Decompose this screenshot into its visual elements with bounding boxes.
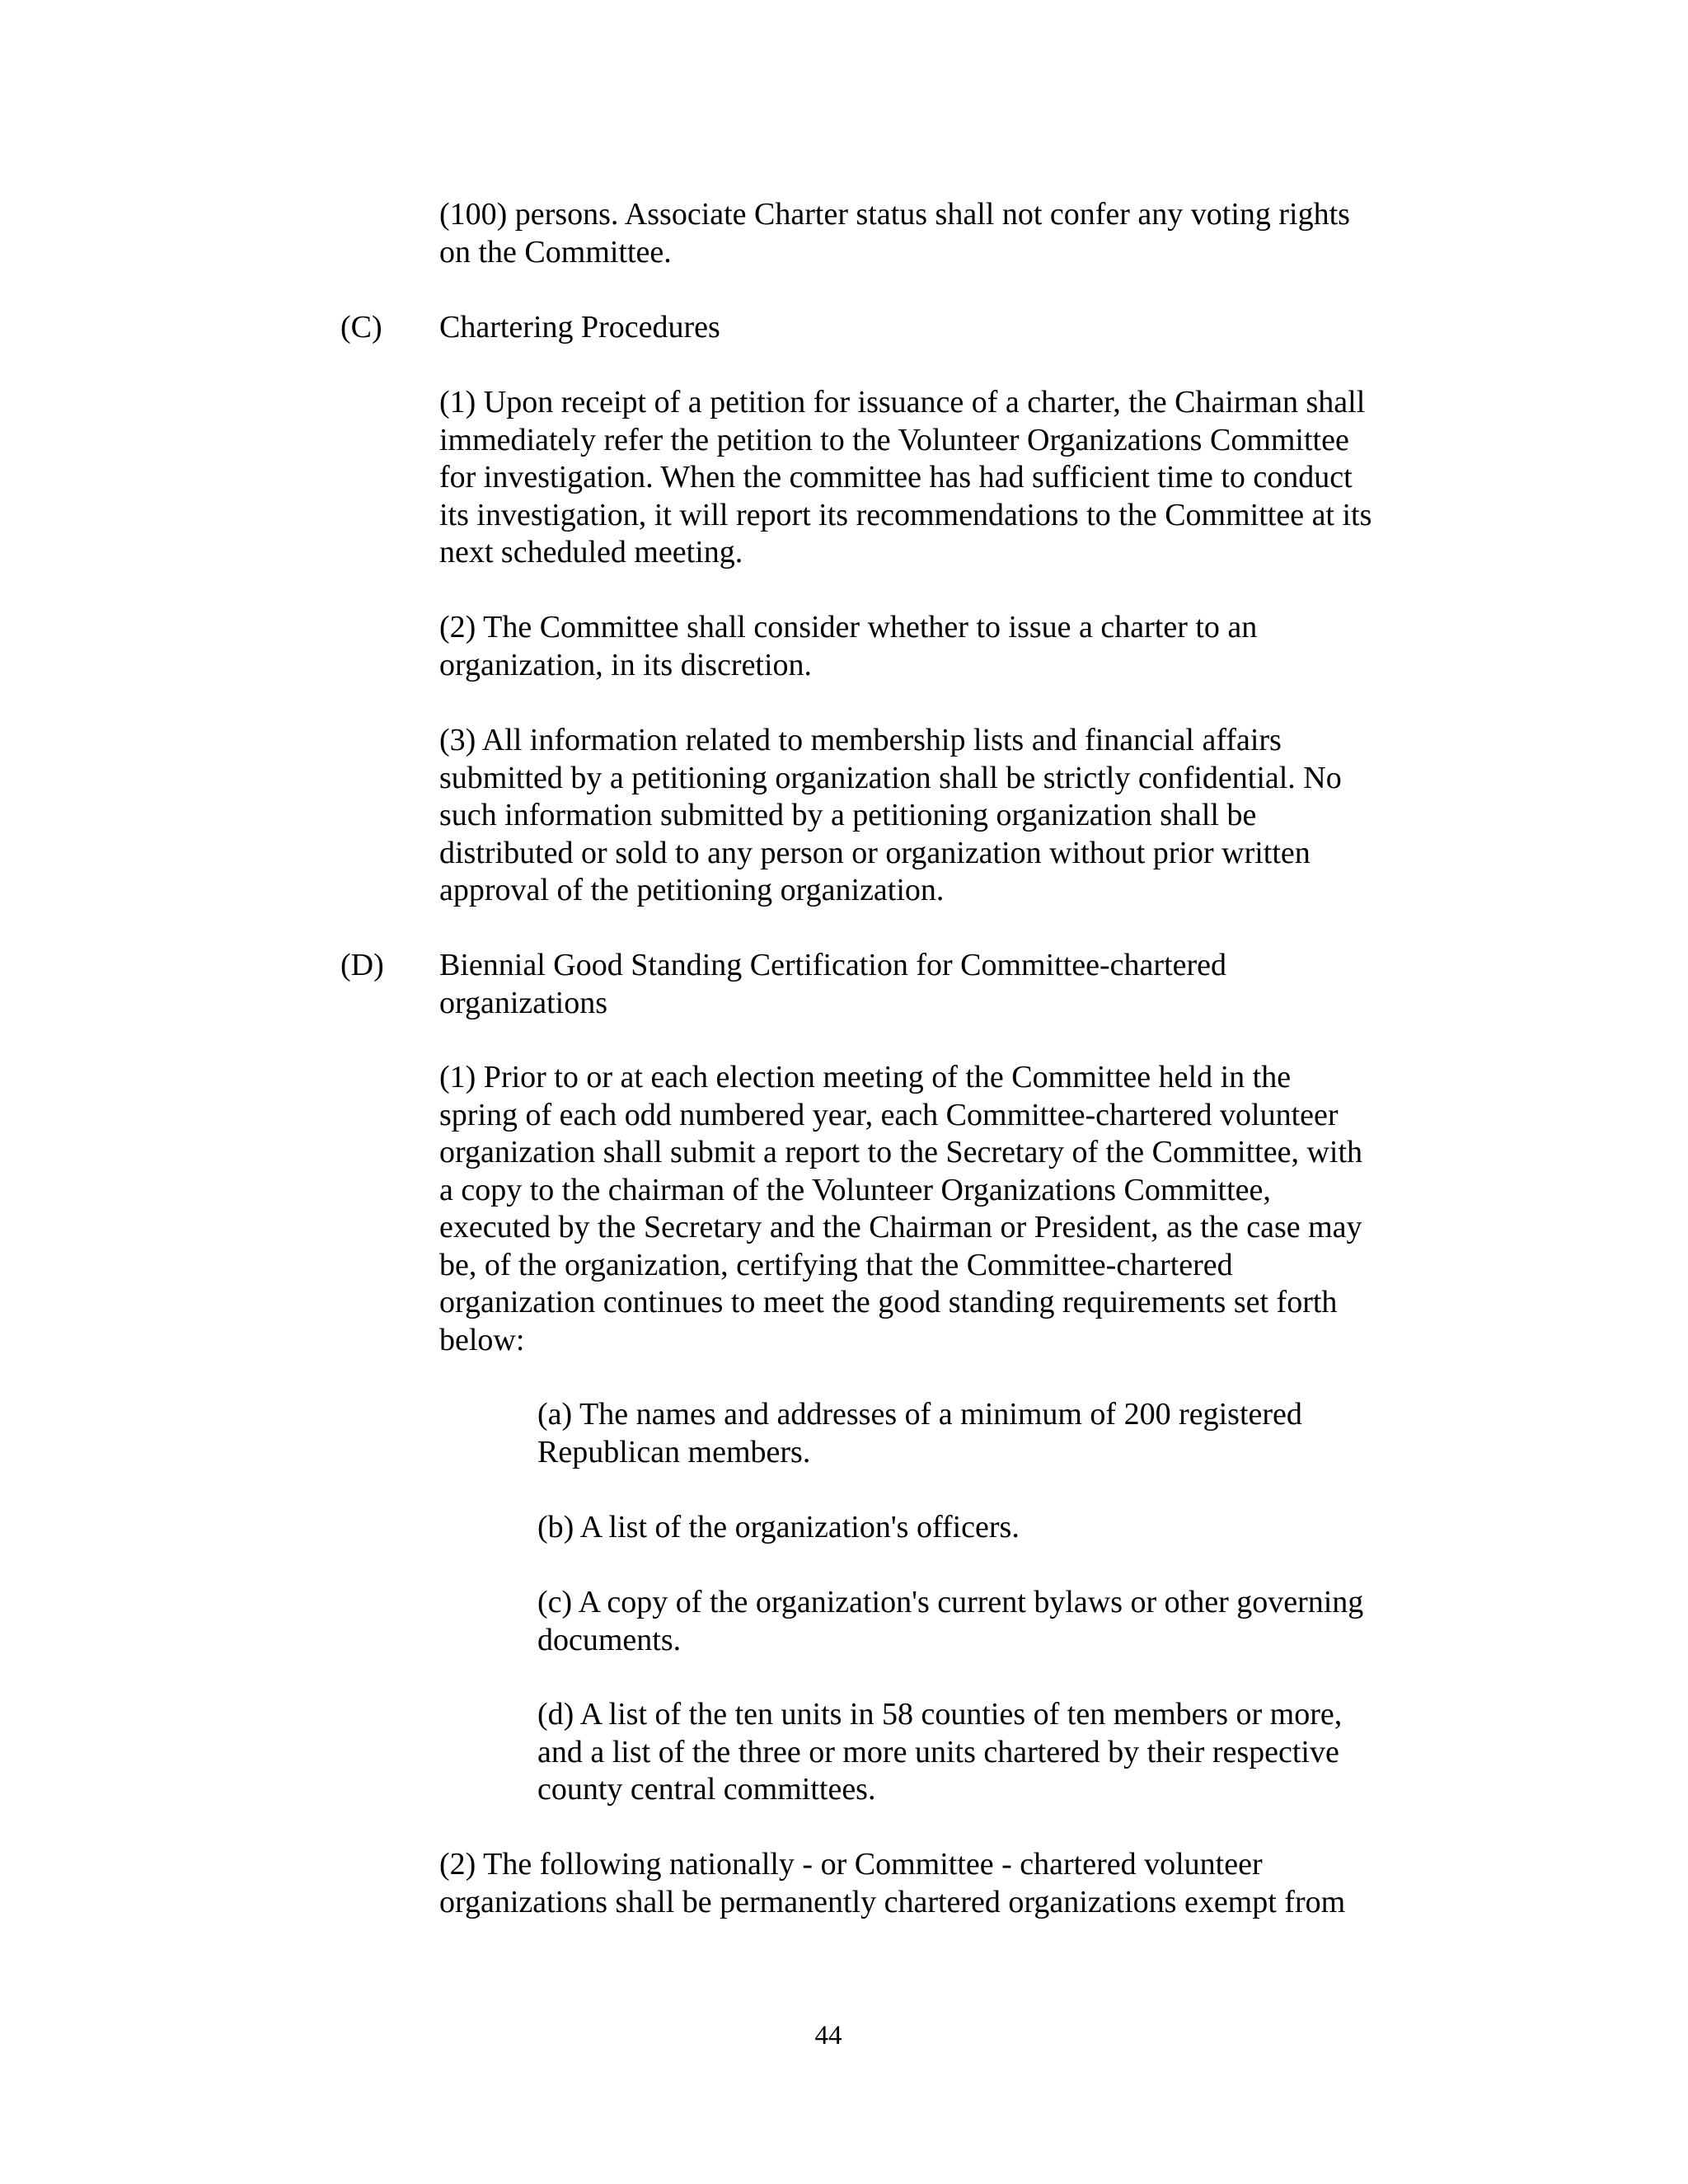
section-d-sub-item-a: (a) The names and addresses of a minimum of 200 registered Republican members.: [537, 1397, 1302, 1469]
section-d-title: Biennial Good Standing Certification for Committee-chartered organizations: [439, 948, 1227, 1020]
section-c-item-1: (1) Upon receipt of a petition for issuance of a charter, the Chairman shall immediately refer the petition to the Volunteer Organizations Committee for investigation. When the committee has had sufficient time to conduct its investigation, it will report its recommendations to the Committee at its next scheduled meeting.: [439, 385, 1372, 569]
section-c-item-3: (3) All information related to membership lists and financial affairs submitted by a petitioning organization shall be strictly confidential. No such information submitted by a petitioning organization shall be distributed or sold to any person or organization without prior written approval of the petitioning organization.: [439, 723, 1342, 907]
section-c-label: (C): [340, 310, 382, 344]
intro-paragraph: (100) persons. Associate Charter status shall not confer any voting rights on the Committee.: [439, 197, 1350, 269]
section-d-sub-item-b: (b) A list of the organization's officers.: [537, 1510, 1020, 1544]
section-c-title: Chartering Procedures: [439, 310, 720, 344]
section-d-sub-item-d: (d) A list of the ten units in 58 counties of ten members or more, and a list of the three or more units chartered by their respective county central committees.: [537, 1697, 1343, 1807]
section-d-item-2: (2) The following nationally - or Committee - chartered volunteer organizations shall be permanently chartered organizations exempt from: [439, 1847, 1346, 1919]
page-number: 44: [814, 2021, 842, 2050]
section-d-label: (D): [340, 948, 384, 982]
section-d-sub-item-c: (c) A copy of the organization's current bylaws or other governing documents.: [537, 1585, 1364, 1657]
section-c-item-2: (2) The Committee shall consider whether to issue a charter to an organization, in its discretion.: [439, 610, 1258, 682]
section-d-item-1: (1) Prior to or at each election meeting of the Committee held in the spring of each odd numbered year, each Committee-chartered volunteer organization shall submit a report to the Secretary of the Committee, with a copy to the chairman of the Volunteer Organizations Committee, executed by the Secretary and the Chairman or President, as the case may be, of the organization, certifying that the Committee-chartered organization continues to meet the good standing requirements set forth below:: [439, 1060, 1363, 1357]
